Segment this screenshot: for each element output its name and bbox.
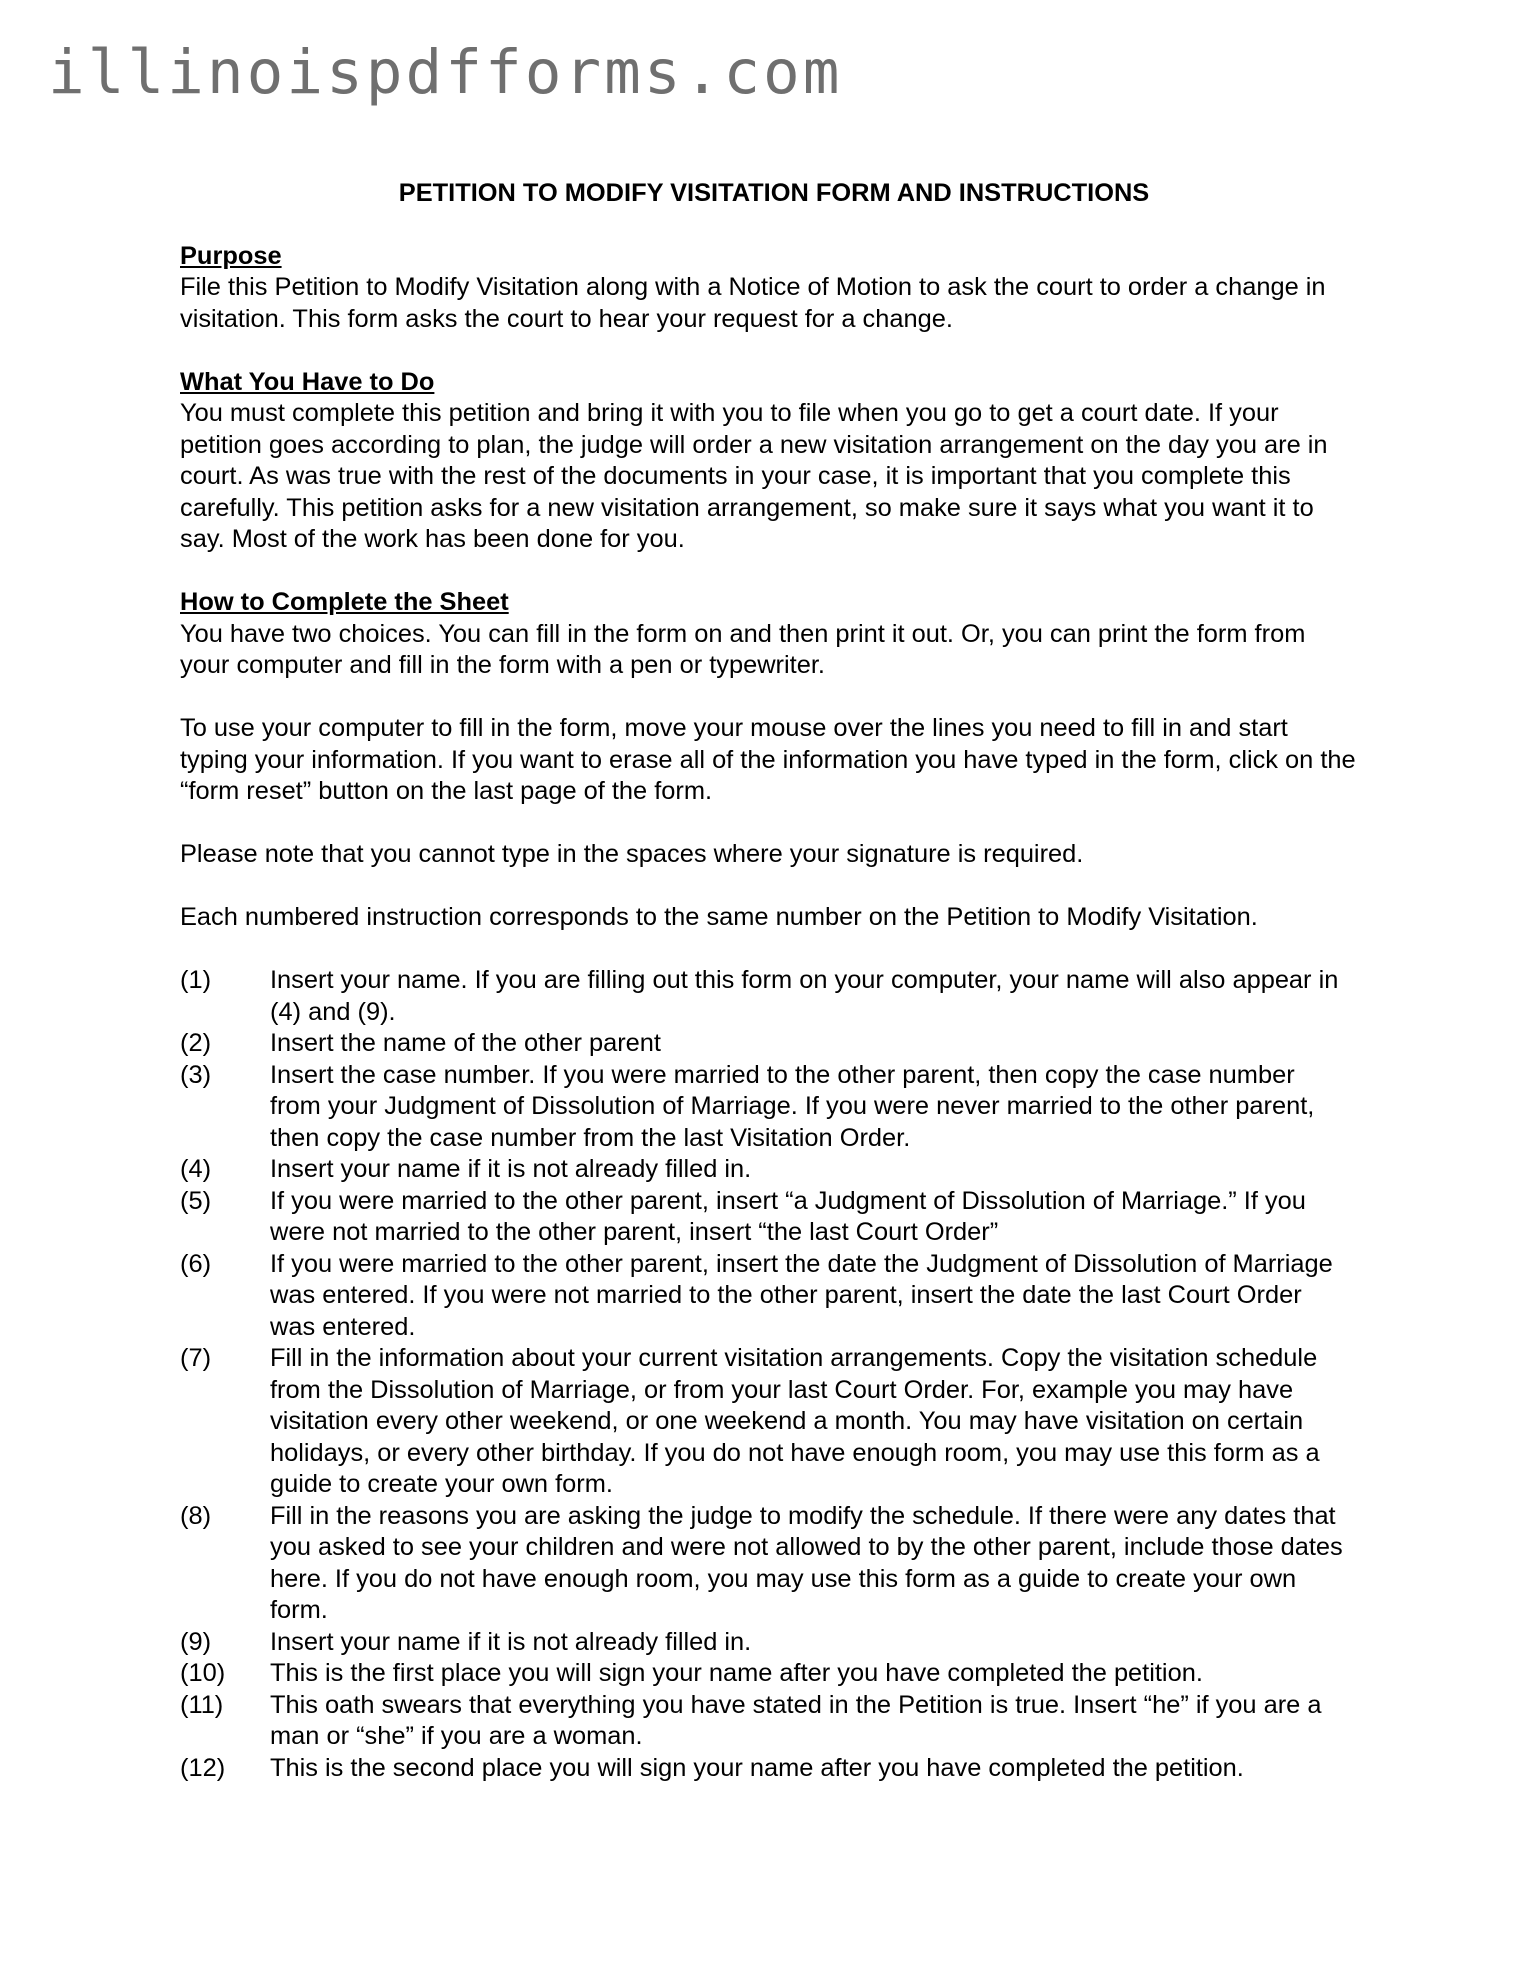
site-watermark: illinoispdfforms.com: [48, 37, 843, 108]
instruction-number: (9): [180, 1627, 212, 1656]
instruction-text: Insert the case number. If you were married to the other parent, then copy the case number from your Judgment of Dissolution of Marriage. If you were never married to the other parent, then copy the case number from the last Visitation Order.: [270, 1060, 1315, 1152]
instruction-number: (11): [180, 1690, 224, 1719]
instruction-number: (6): [180, 1249, 212, 1278]
instruction-number: (8): [180, 1501, 212, 1530]
purpose-section: [180, 241, 1360, 336]
list-item: [180, 1690, 1360, 1753]
instruction-text: This is the first place you will sign your name after you have completed the petition.: [270, 1659, 1203, 1687]
list-item: [180, 1753, 1360, 1785]
instruction-number: (5): [180, 1186, 212, 1215]
instruction-number: (10): [180, 1659, 226, 1687]
signature-note-paragraph: Please note that you cannot type in the spaces where your signature is required.: [180, 840, 1084, 868]
what-to-do-body: You must complete this petition and bring it with you to file when you go to get a court date. If your petition goes according to plan, the judge will order a new visitation arrangement on the day you are in court. As was true with the rest of the documents in your case, it is important that you complete this carefully. This petition asks for a new visitation arrangement, so make sure it says what you want it to say. Most of the work has been done for you.: [180, 399, 1328, 553]
instruction-number: (3): [180, 1060, 212, 1089]
list-item: [180, 1627, 1360, 1659]
instruction-number: (4): [180, 1155, 212, 1183]
instruction-number: (1): [180, 966, 212, 994]
instruction-text: Insert your name. If you are filling out this form on your computer, your name will also appear in (4) and (9).: [270, 966, 1339, 1026]
instruction-text: This is the second place you will sign your name after you have completed the petition.: [270, 1753, 1244, 1782]
document-page: [180, 178, 1360, 1784]
list-item: [180, 1343, 1360, 1501]
list-item: [180, 1028, 1360, 1060]
list-item: [180, 1154, 1360, 1186]
instruction-text: If you were married to the other parent, insert “a Judgment of Dissolution of Marriage.” If you were not married to the other parent, insert “the last Court Order”: [270, 1186, 1306, 1246]
instruction-text: If you were married to the other parent, insert the date the Judgment of Dissolution of Marriage was entered. If you were not married to the other parent, insert the date the last Court Order was entered.: [270, 1249, 1333, 1341]
purpose-body: File this Petition to Modify Visitation along with a Notice of Motion to ask the court to order a change in visitation. This form asks the court to hear your request for a change.: [180, 273, 1326, 333]
list-item: [180, 1249, 1360, 1344]
instruction-number: (12): [180, 1753, 226, 1782]
how-to-complete-body: You have two choices. You can fill in the form on and then print it out. Or, you can print the form from your computer and fill in the form with a pen or typewriter.: [180, 619, 1306, 679]
computer-fill-paragraph: To use your computer to fill in the form, move your mouse over the lines you need to fill in and start typing your information. If you want to erase all of the information you have typed in the form, click on the “form reset” button on the last page of the form.: [180, 714, 1356, 805]
what-to-do-heading: What You Have to Do: [180, 367, 435, 396]
list-item: [180, 1501, 1360, 1627]
list-item: [180, 1060, 1360, 1155]
list-item: [180, 1658, 1360, 1690]
document-title: PETITION TO MODIFY VISITATION FORM AND INSTRUCTIONS: [398, 179, 1150, 207]
instruction-text: Fill in the information about your current visitation arrangements. Copy the visitation schedule from the Dissolution of Marriage, or from your last Court Order. For, example you may have visitation every other weekend, or one weekend a month. You may have visitation on certain holidays, or every other birthday. If you do not have enough room, you may use this form as a guide to create your own form.: [270, 1344, 1320, 1498]
purpose-heading: Purpose: [180, 241, 282, 270]
instruction-number: (7): [180, 1344, 212, 1372]
instruction-text: Fill in the reasons you are asking the judge to modify the schedule. If there were any dates that you asked to see your children and were not allowed to by the other parent, include those dates here. If you do not have enough room, you may use this form as a guide to create your own form.: [270, 1501, 1343, 1624]
what-to-do-section: [180, 367, 1360, 556]
how-to-complete-heading: How to Complete the Sheet: [180, 588, 509, 616]
list-item: [180, 1186, 1360, 1249]
instruction-list: [180, 965, 1360, 1784]
instruction-text: This oath swears that everything you have stated in the Petition is true. Insert “he” if you are a man or “she” if you are a woman.: [270, 1690, 1322, 1750]
how-to-complete-section: [180, 587, 1360, 934]
list-item: [180, 965, 1360, 1028]
numbering-note-paragraph: Each numbered instruction corresponds to the same number on the Petition to Modify Visitation.: [180, 903, 1258, 931]
instruction-number: (2): [180, 1029, 212, 1057]
instruction-text: Insert your name if it is not already filled in.: [270, 1155, 752, 1183]
instruction-text: Insert the name of the other parent: [270, 1029, 661, 1057]
instruction-text: Insert your name if it is not already filled in.: [270, 1627, 752, 1656]
